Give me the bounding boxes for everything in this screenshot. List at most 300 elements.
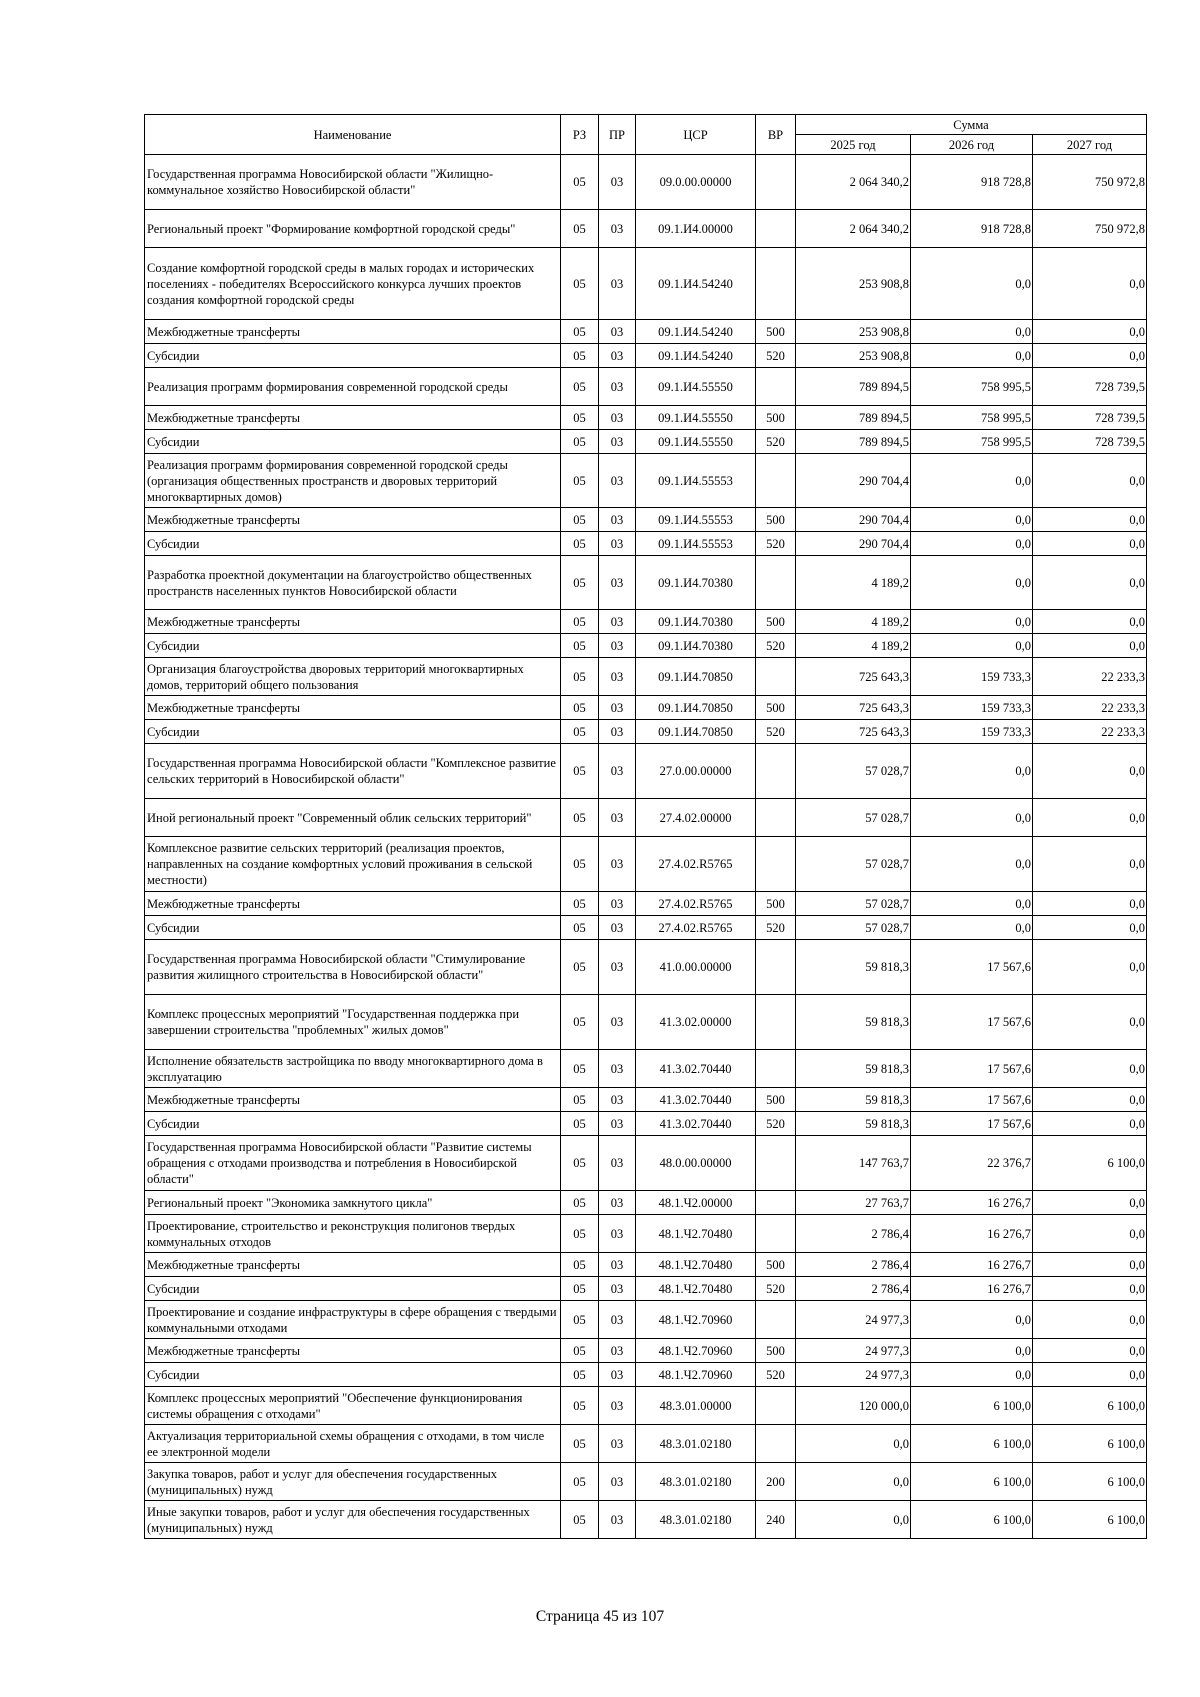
header-rz: РЗ — [561, 115, 599, 155]
table-row — [145, 1136, 1147, 1191]
row-sum-2027: 0,0 — [1033, 940, 1147, 995]
row-name: Закупка товаров, работ и услуг для обеспечения государственных (муниципальных) нужд — [145, 1463, 561, 1501]
row-rz: 05 — [561, 720, 599, 744]
row-sum-2027: 0,0 — [1033, 1277, 1147, 1301]
row-vr: 500 — [756, 892, 796, 916]
row-sum-2026: 0,0 — [911, 248, 1033, 320]
row-sum-2025: 59 818,3 — [796, 940, 911, 995]
row-sum-2025: 253 908,8 — [796, 344, 911, 368]
row-sum-2025: 2 786,4 — [796, 1277, 911, 1301]
row-name: Региональный проект "Экономика замкнутого цикла" — [145, 1191, 561, 1215]
row-pr: 03 — [599, 556, 636, 610]
row-vr — [756, 1387, 796, 1425]
row-pr: 03 — [599, 720, 636, 744]
row-pr: 03 — [599, 634, 636, 658]
table-row — [145, 1339, 1147, 1363]
row-sum-2025: 0,0 — [796, 1425, 911, 1463]
row-vr: 500 — [756, 508, 796, 532]
row-name: Проектирование, строительство и реконструкция полигонов твердых коммунальных отходов — [145, 1215, 561, 1253]
row-name: Комплекс процессных мероприятий "Государственная поддержка при завершении строительства "проблемных" жилых домов" — [145, 995, 561, 1050]
row-sum-2026: 17 567,6 — [911, 940, 1033, 995]
row-rz: 05 — [561, 1253, 599, 1277]
table-row — [145, 454, 1147, 508]
row-csr: 41.3.02.00000 — [636, 995, 756, 1050]
header-pr: ПР — [599, 115, 636, 155]
row-sum-2025: 2 786,4 — [796, 1215, 911, 1253]
row-pr: 03 — [599, 1425, 636, 1463]
table-row — [145, 696, 1147, 720]
row-sum-2025: 120 000,0 — [796, 1387, 911, 1425]
row-sum-2026: 758 995,5 — [911, 368, 1033, 406]
row-sum-2025: 789 894,5 — [796, 430, 911, 454]
row-sum-2026: 0,0 — [911, 837, 1033, 892]
table-row — [145, 799, 1147, 837]
row-pr: 03 — [599, 696, 636, 720]
row-csr: 09.1.И4.70380 — [636, 610, 756, 634]
budget-table-container — [144, 114, 1146, 1539]
row-pr: 03 — [599, 1363, 636, 1387]
row-sum-2026: 17 567,6 — [911, 1112, 1033, 1136]
row-csr: 09.1.И4.55553 — [636, 508, 756, 532]
row-csr: 41.3.02.70440 — [636, 1112, 756, 1136]
row-rz: 05 — [561, 634, 599, 658]
row-pr: 03 — [599, 995, 636, 1050]
row-name: Межбюджетные трансферты — [145, 696, 561, 720]
row-name: Субсидии — [145, 720, 561, 744]
row-pr: 03 — [599, 320, 636, 344]
row-sum-2027: 0,0 — [1033, 508, 1147, 532]
row-csr: 27.4.02.R5765 — [636, 837, 756, 892]
row-rz: 05 — [561, 940, 599, 995]
row-sum-2027: 0,0 — [1033, 1050, 1147, 1088]
row-pr: 03 — [599, 837, 636, 892]
row-vr: 520 — [756, 344, 796, 368]
table-row — [145, 155, 1147, 210]
table-body — [145, 155, 1147, 1539]
row-pr: 03 — [599, 155, 636, 210]
row-sum-2025: 57 028,7 — [796, 744, 911, 799]
row-rz: 05 — [561, 892, 599, 916]
table-row — [145, 1215, 1147, 1253]
row-sum-2027: 0,0 — [1033, 454, 1147, 508]
row-sum-2027: 22 233,3 — [1033, 658, 1147, 696]
row-sum-2027: 0,0 — [1033, 837, 1147, 892]
row-sum-2026: 0,0 — [911, 532, 1033, 556]
row-csr: 48.1.Ч2.70480 — [636, 1277, 756, 1301]
header-vr: ВР — [756, 115, 796, 155]
row-vr: 520 — [756, 1363, 796, 1387]
row-sum-2025: 725 643,3 — [796, 696, 911, 720]
row-sum-2026: 6 100,0 — [911, 1425, 1033, 1463]
row-rz: 05 — [561, 556, 599, 610]
row-sum-2027: 0,0 — [1033, 916, 1147, 940]
table-row — [145, 1050, 1147, 1088]
row-sum-2026: 0,0 — [911, 916, 1033, 940]
row-pr: 03 — [599, 210, 636, 248]
row-vr: 500 — [756, 1088, 796, 1112]
row-csr: 09.1.И4.55553 — [636, 532, 756, 556]
row-sum-2025: 4 189,2 — [796, 556, 911, 610]
row-sum-2026: 6 100,0 — [911, 1501, 1033, 1539]
row-sum-2026: 0,0 — [911, 634, 1033, 658]
row-sum-2026: 0,0 — [911, 454, 1033, 508]
row-sum-2025: 59 818,3 — [796, 1088, 911, 1112]
row-csr: 27.4.02.R5765 — [636, 892, 756, 916]
row-csr: 09.1.И4.55550 — [636, 430, 756, 454]
row-rz: 05 — [561, 1112, 599, 1136]
row-vr: 500 — [756, 696, 796, 720]
row-csr: 09.1.И4.55550 — [636, 406, 756, 430]
row-sum-2025: 2 064 340,2 — [796, 155, 911, 210]
row-rz: 05 — [561, 1301, 599, 1339]
row-pr: 03 — [599, 892, 636, 916]
row-sum-2025: 253 908,8 — [796, 248, 911, 320]
row-name: Государственная программа Новосибирской области "Стимулирование развития жилищного строительства в Новосибирской области" — [145, 940, 561, 995]
row-sum-2026: 0,0 — [911, 799, 1033, 837]
row-vr — [756, 155, 796, 210]
row-csr: 09.1.И4.70850 — [636, 658, 756, 696]
row-sum-2025: 4 189,2 — [796, 634, 911, 658]
row-name: Межбюджетные трансферты — [145, 1339, 561, 1363]
table-row — [145, 532, 1147, 556]
table-row — [145, 210, 1147, 248]
row-rz: 05 — [561, 454, 599, 508]
row-pr: 03 — [599, 940, 636, 995]
row-csr: 09.1.И4.70380 — [636, 634, 756, 658]
row-sum-2027: 0,0 — [1033, 634, 1147, 658]
row-vr — [756, 1050, 796, 1088]
row-name: Субсидии — [145, 1277, 561, 1301]
row-csr: 48.1.Ч2.70960 — [636, 1363, 756, 1387]
row-pr: 03 — [599, 1136, 636, 1191]
table-row — [145, 1088, 1147, 1112]
row-pr: 03 — [599, 430, 636, 454]
row-pr: 03 — [599, 406, 636, 430]
row-pr: 03 — [599, 1215, 636, 1253]
row-name: Межбюджетные трансферты — [145, 1253, 561, 1277]
row-sum-2026: 918 728,8 — [911, 155, 1033, 210]
row-sum-2026: 0,0 — [911, 344, 1033, 368]
row-name: Иной региональный проект "Современный облик сельских территорий" — [145, 799, 561, 837]
row-csr: 09.0.00.00000 — [636, 155, 756, 210]
table-row — [145, 916, 1147, 940]
row-sum-2025: 57 028,7 — [796, 892, 911, 916]
row-rz: 05 — [561, 320, 599, 344]
row-sum-2025: 290 704,4 — [796, 454, 911, 508]
row-sum-2027: 6 100,0 — [1033, 1425, 1147, 1463]
row-sum-2026: 758 995,5 — [911, 406, 1033, 430]
row-csr: 41.0.00.00000 — [636, 940, 756, 995]
row-vr — [756, 210, 796, 248]
header-year-2026: 2026 год — [911, 135, 1033, 155]
row-csr: 27.0.00.00000 — [636, 744, 756, 799]
row-name: Государственная программа Новосибирской области "Жилищно-коммунальное хозяйство Новосибирской области" — [145, 155, 561, 210]
row-rz: 05 — [561, 1387, 599, 1425]
row-rz: 05 — [561, 368, 599, 406]
row-pr: 03 — [599, 658, 636, 696]
row-rz: 05 — [561, 1501, 599, 1539]
row-name: Комплексное развитие сельских территорий (реализация проектов, направленных на создание комфортных условий проживания в сельской местности) — [145, 837, 561, 892]
row-sum-2025: 725 643,3 — [796, 720, 911, 744]
table-row — [145, 1191, 1147, 1215]
table-row — [145, 344, 1147, 368]
row-sum-2025: 57 028,7 — [796, 916, 911, 940]
row-vr — [756, 368, 796, 406]
row-vr: 500 — [756, 406, 796, 430]
row-vr — [756, 1136, 796, 1191]
row-vr — [756, 995, 796, 1050]
row-name: Создание комфортной городской среды в малых городах и исторических поселениях - победителях Всероссийского конкурса лучших проектов создания комфортной городской среды — [145, 248, 561, 320]
budget-table — [144, 114, 1147, 1539]
table-row — [145, 837, 1147, 892]
row-name: Государственная программа Новосибирской области "Комплексное развитие сельских территорий в Новосибирской области" — [145, 744, 561, 799]
table-row — [145, 634, 1147, 658]
row-vr — [756, 1215, 796, 1253]
row-sum-2026: 6 100,0 — [911, 1387, 1033, 1425]
table-row — [145, 744, 1147, 799]
header-sum: Сумма — [796, 115, 1147, 135]
row-rz: 05 — [561, 1215, 599, 1253]
row-name: Межбюджетные трансферты — [145, 1088, 561, 1112]
row-sum-2027: 0,0 — [1033, 1363, 1147, 1387]
row-pr: 03 — [599, 1339, 636, 1363]
row-vr — [756, 248, 796, 320]
row-sum-2025: 147 763,7 — [796, 1136, 911, 1191]
row-csr: 48.0.00.00000 — [636, 1136, 756, 1191]
row-pr: 03 — [599, 532, 636, 556]
row-pr: 03 — [599, 368, 636, 406]
row-csr: 48.1.Ч2.70960 — [636, 1301, 756, 1339]
row-rz: 05 — [561, 1425, 599, 1463]
row-sum-2025: 789 894,5 — [796, 368, 911, 406]
row-rz: 05 — [561, 508, 599, 532]
row-name: Межбюджетные трансферты — [145, 508, 561, 532]
row-name: Субсидии — [145, 1363, 561, 1387]
row-csr: 48.3.01.02180 — [636, 1463, 756, 1501]
row-rz: 05 — [561, 1136, 599, 1191]
table-row — [145, 556, 1147, 610]
row-sum-2027: 0,0 — [1033, 1301, 1147, 1339]
row-csr: 48.1.Ч2.70480 — [636, 1215, 756, 1253]
row-pr: 03 — [599, 508, 636, 532]
row-csr: 48.1.Ч2.00000 — [636, 1191, 756, 1215]
row-sum-2025: 0,0 — [796, 1463, 911, 1501]
row-sum-2025: 789 894,5 — [796, 406, 911, 430]
row-vr: 500 — [756, 610, 796, 634]
table-row — [145, 508, 1147, 532]
table-row — [145, 995, 1147, 1050]
header-year-2027: 2027 год — [1033, 135, 1147, 155]
row-sum-2025: 290 704,4 — [796, 532, 911, 556]
row-vr: 520 — [756, 1112, 796, 1136]
row-csr: 09.1.И4.55553 — [636, 454, 756, 508]
row-sum-2027: 0,0 — [1033, 799, 1147, 837]
row-vr — [756, 940, 796, 995]
row-csr: 48.1.Ч2.70960 — [636, 1339, 756, 1363]
table-row — [145, 1363, 1147, 1387]
row-sum-2026: 22 376,7 — [911, 1136, 1033, 1191]
row-csr: 48.3.01.02180 — [636, 1501, 756, 1539]
row-pr: 03 — [599, 248, 636, 320]
row-name: Субсидии — [145, 430, 561, 454]
row-sum-2026: 0,0 — [911, 1339, 1033, 1363]
row-sum-2027: 0,0 — [1033, 1253, 1147, 1277]
row-name: Субсидии — [145, 634, 561, 658]
row-name: Организация благоустройства дворовых территорий многоквартирных домов, территорий общего пользования — [145, 658, 561, 696]
row-name: Комплекс процессных мероприятий "Обеспечение функционирования системы обращения с отходами" — [145, 1387, 561, 1425]
row-csr: 09.1.И4.70850 — [636, 696, 756, 720]
row-csr: 09.1.И4.70380 — [636, 556, 756, 610]
row-sum-2026: 17 567,6 — [911, 1088, 1033, 1112]
row-pr: 03 — [599, 1463, 636, 1501]
table-row — [145, 892, 1147, 916]
row-sum-2025: 57 028,7 — [796, 837, 911, 892]
row-vr — [756, 556, 796, 610]
row-sum-2025: 725 643,3 — [796, 658, 911, 696]
row-sum-2026: 159 733,3 — [911, 720, 1033, 744]
row-vr — [756, 658, 796, 696]
row-sum-2027: 750 972,8 — [1033, 155, 1147, 210]
row-pr: 03 — [599, 1050, 636, 1088]
row-vr: 200 — [756, 1463, 796, 1501]
row-pr: 03 — [599, 610, 636, 634]
row-pr: 03 — [599, 744, 636, 799]
row-rz: 05 — [561, 837, 599, 892]
row-name: Реализация программ формирования современной городской среды (организация общественных пространств и дворовых территорий многоквартирных домов) — [145, 454, 561, 508]
row-sum-2026: 0,0 — [911, 556, 1033, 610]
row-sum-2026: 758 995,5 — [911, 430, 1033, 454]
table-row — [145, 1277, 1147, 1301]
row-rz: 05 — [561, 1050, 599, 1088]
row-csr: 09.1.И4.54240 — [636, 320, 756, 344]
row-rz: 05 — [561, 744, 599, 799]
row-pr: 03 — [599, 454, 636, 508]
row-sum-2027: 0,0 — [1033, 1215, 1147, 1253]
row-name: Исполнение обязательств застройщика по вводу многоквартирного дома в эксплуатацию — [145, 1050, 561, 1088]
row-sum-2027: 728 739,5 — [1033, 406, 1147, 430]
row-vr: 500 — [756, 1253, 796, 1277]
row-sum-2026: 16 276,7 — [911, 1277, 1033, 1301]
row-rz: 05 — [561, 696, 599, 720]
row-csr: 41.3.02.70440 — [636, 1050, 756, 1088]
row-rz: 05 — [561, 430, 599, 454]
table-row — [145, 1425, 1147, 1463]
row-sum-2025: 27 763,7 — [796, 1191, 911, 1215]
row-csr: 27.4.02.00000 — [636, 799, 756, 837]
row-rz: 05 — [561, 1463, 599, 1501]
table-row — [145, 368, 1147, 406]
row-sum-2025: 59 818,3 — [796, 995, 911, 1050]
row-sum-2026: 0,0 — [911, 744, 1033, 799]
row-sum-2027: 0,0 — [1033, 248, 1147, 320]
row-name: Актуализация территориальной схемы обращения с отходами, в том числе ее электронной модели — [145, 1425, 561, 1463]
row-vr: 520 — [756, 720, 796, 744]
row-sum-2027: 0,0 — [1033, 532, 1147, 556]
row-sum-2027: 0,0 — [1033, 744, 1147, 799]
row-vr: 520 — [756, 1277, 796, 1301]
row-csr: 48.3.01.02180 — [636, 1425, 756, 1463]
row-pr: 03 — [599, 1301, 636, 1339]
row-name: Субсидии — [145, 532, 561, 556]
row-sum-2026: 159 733,3 — [911, 658, 1033, 696]
row-name: Региональный проект "Формирование комфортной городской среды" — [145, 210, 561, 248]
row-vr: 520 — [756, 532, 796, 556]
row-sum-2025: 253 908,8 — [796, 320, 911, 344]
row-name: Межбюджетные трансферты — [145, 610, 561, 634]
header-csr: ЦСР — [636, 115, 756, 155]
row-sum-2025: 2 786,4 — [796, 1253, 911, 1277]
table-row — [145, 406, 1147, 430]
row-sum-2025: 24 977,3 — [796, 1301, 911, 1339]
row-pr: 03 — [599, 1191, 636, 1215]
row-sum-2027: 6 100,0 — [1033, 1387, 1147, 1425]
row-rz: 05 — [561, 658, 599, 696]
row-name: Межбюджетные трансферты — [145, 406, 561, 430]
row-sum-2025: 57 028,7 — [796, 799, 911, 837]
row-vr: 520 — [756, 430, 796, 454]
row-sum-2027: 0,0 — [1033, 320, 1147, 344]
table-row — [145, 1112, 1147, 1136]
row-sum-2027: 0,0 — [1033, 610, 1147, 634]
row-vr — [756, 837, 796, 892]
row-sum-2026: 0,0 — [911, 508, 1033, 532]
row-rz: 05 — [561, 1088, 599, 1112]
row-vr: 520 — [756, 634, 796, 658]
table-row — [145, 248, 1147, 320]
row-name: Государственная программа Новосибирской области "Развитие системы обращения с отходами производства и потребления в Новосибирской области" — [145, 1136, 561, 1191]
row-pr: 03 — [599, 1277, 636, 1301]
row-sum-2027: 0,0 — [1033, 1339, 1147, 1363]
row-vr — [756, 1191, 796, 1215]
header-year-2025: 2025 год — [796, 135, 911, 155]
row-sum-2027: 0,0 — [1033, 1112, 1147, 1136]
row-sum-2027: 0,0 — [1033, 995, 1147, 1050]
row-pr: 03 — [599, 1112, 636, 1136]
row-sum-2025: 0,0 — [796, 1501, 911, 1539]
row-sum-2027: 6 100,0 — [1033, 1136, 1147, 1191]
row-sum-2027: 728 739,5 — [1033, 430, 1147, 454]
row-csr: 09.1.И4.00000 — [636, 210, 756, 248]
row-name: Субсидии — [145, 916, 561, 940]
header-name: Наименование — [145, 115, 561, 155]
row-rz: 05 — [561, 1191, 599, 1215]
table-row — [145, 610, 1147, 634]
table-row — [145, 1253, 1147, 1277]
row-sum-2026: 16 276,7 — [911, 1191, 1033, 1215]
row-rz: 05 — [561, 1339, 599, 1363]
row-pr: 03 — [599, 1387, 636, 1425]
table-row — [145, 1501, 1147, 1539]
row-name: Реализация программ формирования современной городской среды — [145, 368, 561, 406]
row-sum-2025: 59 818,3 — [796, 1112, 911, 1136]
row-sum-2026: 6 100,0 — [911, 1463, 1033, 1501]
row-sum-2027: 0,0 — [1033, 556, 1147, 610]
row-sum-2026: 159 733,3 — [911, 696, 1033, 720]
row-sum-2026: 0,0 — [911, 610, 1033, 634]
row-sum-2027: 0,0 — [1033, 1191, 1147, 1215]
row-rz: 05 — [561, 406, 599, 430]
table-row — [145, 320, 1147, 344]
row-pr: 03 — [599, 916, 636, 940]
page-number: Страница 45 из 107 — [535, 1608, 665, 1625]
row-sum-2027: 0,0 — [1033, 344, 1147, 368]
row-name: Проектирование и создание инфраструктуры в сфере обращения с твердыми коммунальными отходами — [145, 1301, 561, 1339]
row-csr: 09.1.И4.55550 — [636, 368, 756, 406]
row-vr: 500 — [756, 320, 796, 344]
row-csr: 09.1.И4.54240 — [636, 344, 756, 368]
table-row — [145, 1301, 1147, 1339]
row-rz: 05 — [561, 210, 599, 248]
